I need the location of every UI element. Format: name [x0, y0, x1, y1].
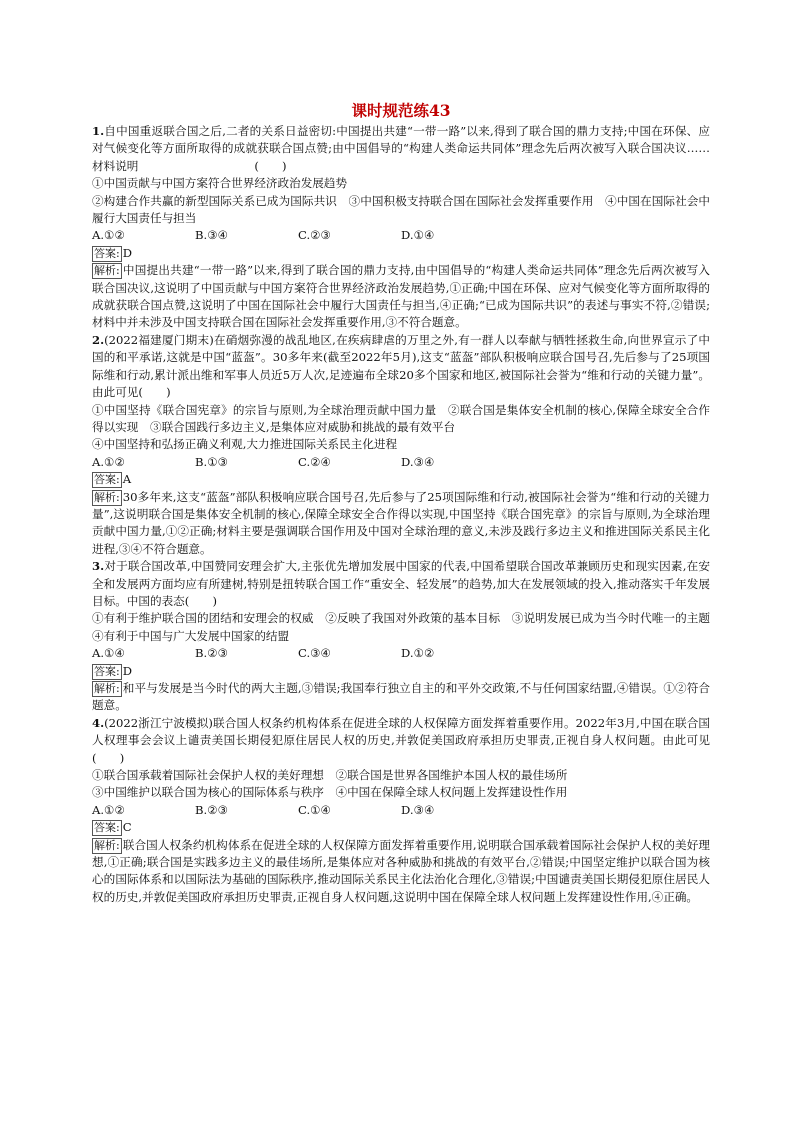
- answer-line: [92, 663, 710, 680]
- option-d[interactable]: D.③④: [401, 802, 435, 817]
- question-3: [92, 558, 722, 715]
- analysis-text: 30多年来,这支“蓝盔”部队积极响应联合国号召,先后参与了25项国际维和行动,被国际社会誉为“维和行动的关键力量”,这说明联合国是集体安全机制的核心,保障全球安全合作得以实现,中国坚持《联合国宪章》的宗旨与原则,为全球治理贡献中国力量,①②正确;材料主要是强调联合国作用及中国对全球治理的意义,未涉及践行多边主义和推进国际关系民主化进程,③④不符合题意。: [92, 489, 710, 556]
- worksheet-page: [92, 100, 722, 906]
- question-number: 2.: [92, 332, 105, 347]
- option-c[interactable]: C.②④: [298, 454, 331, 469]
- answer-value: D: [122, 663, 133, 678]
- answer-value: D: [122, 245, 133, 260]
- question-stem: [92, 558, 710, 610]
- question-2: [92, 332, 710, 558]
- analysis-paragraph: [92, 489, 710, 559]
- option-d[interactable]: D.①②: [401, 646, 435, 661]
- question-text: (2022浙江宁波模拟)联合国人权条约机构体系在促进全球的人权保障方面发挥着重要作用。2022年3月,中国在联合国人权理事会会议上谴责美国长期侵犯原住居民人权的历史,并敦促美国政府承担历史罪责,正视自身人权问题。由此可见( ): [92, 715, 710, 765]
- answer-value: A: [122, 472, 132, 487]
- options-row: [92, 802, 710, 819]
- question-stem: [92, 332, 710, 402]
- statement: ④中国坚持和弘扬正确义利观,大力推进国际关系民主化进程: [92, 437, 398, 452]
- option-a[interactable]: A.①②: [92, 228, 125, 243]
- analysis-text: 联合国人权条约机构体系在促进全球的人权保障方面发挥着重要作用,说明联合国承载着国际社会保护人权的美好理想,①正确;联合国是实践多边主义的最佳场所,是集体应对各种威胁和挑战的有效平台,②错误;中国坚定维护以联合国为核心的国际体系和以国际法为基础的国际秩序,推动国际关系民主化法治化合理化,③错误;中国谴责美国长期侵犯原住居民人权的历史,并敦促美国政府承担历史罪责,正视自身人权问题,这说明中国在保障全球人权问题上发挥建设性作用,④正确。: [92, 837, 710, 904]
- question-number: 3.: [92, 559, 105, 574]
- answer-label: 答案:: [94, 246, 120, 260]
- question-4: [92, 715, 710, 906]
- answer-label: 答案:: [94, 821, 120, 835]
- answer-line: [92, 819, 710, 836]
- answer-label: 答案:: [94, 664, 120, 678]
- answer-line: [92, 471, 710, 488]
- analysis-text: 中国提出共建“一带一路”以来,得到了联合国的鼎力支持,由中国倡导的“构建人类命运共同体”理念先后两次被写入联合国决议,这说明了中国贡献与中国方案符合世界经济政治发展趋势,①正确;中国在环保、应对气候变化等方面所取得的成就获联合国点赞,这说明了中国在国际社会中履行大国责任与担当,④正确;“已成为国际共识”的表述与事实不符,②错误;材料中并未涉及中国支持联合国在国际社会发挥重要作用,③不符合题意。: [92, 263, 710, 330]
- question-text: 自中国重返联合国之后,二者的关系日益密切:中国提出共建“一带一路”以来,得到了联合国的鼎力支持;中国在环保、应对气候变化等方面所取得的成就获联合国点赞;由中国倡导的“构建人类命运共同体”理念先后两次被写入联合国决议……材料说明 ( ): [92, 124, 710, 173]
- question-number: 1.: [92, 124, 105, 138]
- options-row: [92, 227, 710, 244]
- analysis-label: 解析:: [94, 682, 120, 695]
- option-b[interactable]: B.②③: [195, 646, 228, 661]
- analysis-label: 解析:: [94, 838, 120, 852]
- analysis-label: 解析:: [94, 264, 120, 278]
- answer-value: C: [122, 820, 132, 835]
- analysis-text: 和平与发展是当今时代的两大主题,③错误;我国奉行独立自主的和平外交政策,不与任何国家结盟,④错误。①②符合题意。: [92, 681, 710, 713]
- statement: ①中国坚持《联合国宪章》的宗旨与原则,为全球治理贡献中国力量 ②联合国是集体安全机制的核心,保障全球安全合作得以实现 ③联合国践行多边主义,是集体应对威胁和挑战的最有效平台: [92, 402, 710, 434]
- analysis-label: 解析:: [94, 490, 120, 504]
- answer-line: [92, 245, 710, 262]
- question-number: 4.: [92, 715, 105, 730]
- option-b[interactable]: B.②③: [195, 802, 228, 817]
- statement: ②构建合作共赢的新型国际关系已成为国际共识 ③中国积极支持联合国在国际社会发挥重要作用 ④中国在国际社会中履行大国责任与担当: [92, 193, 710, 226]
- option-d[interactable]: D.①④: [401, 228, 435, 243]
- question-text: 对于联合国改革,中国赞同安理会扩大,主张优先增加发展中国家的代表,中国希望联合国改革兼顾历史和现实因素,在安全和发展两方面均应有所建树,特别是扭转联合国工作“重安全、轻发展”的趋势,加大在发展领域的投入,推动落实千年发展目标。中国的表态( ): [92, 559, 710, 608]
- option-c[interactable]: C.③④: [298, 646, 331, 661]
- option-c[interactable]: C.①④: [298, 802, 331, 817]
- option-a[interactable]: A.①②: [92, 454, 125, 469]
- answer-label: 答案:: [94, 473, 120, 487]
- statement: ①中国贡献与中国方案符合世界经济政治发展趋势: [92, 176, 348, 191]
- statement: ①有利于维护联合国的团结和安理会的权威 ②反映了我国对外政策的基本目标 ③说明发展已成为当今时代唯一的主题 ④有利于中国与广大发展中国家的结盟: [92, 611, 722, 643]
- question-text: (2022福建厦门期末)在硝烟弥漫的战乱地区,在疾病肆虐的万里之外,有一群人以奉献与牺牲拯救生命,向世界宣示了中国的和平承诺,这就是中国“蓝盔”。30多年来(截至2022年5月),这支“蓝盔”部队积极响应联合国号召,先后参与了25项国际维和行动,累计派出维和军事人员近5万人次,足迹遍布全球20多个国家和地区,被国际社会誉为“维和行动的关键力量”。由此可见( ): [92, 332, 710, 400]
- option-b[interactable]: B.①③: [195, 454, 228, 469]
- question-stem: [92, 715, 710, 767]
- options-row: [92, 645, 710, 662]
- analysis-paragraph: [92, 837, 710, 907]
- page-title: 课时规范练43: [351, 101, 451, 120]
- question-1: [92, 123, 710, 332]
- option-d[interactable]: D.③④: [401, 454, 435, 469]
- statement: ③中国维护以联合国为核心的国际体系与秩序 ④中国在保障全球人权问题上发挥建设性作用: [92, 785, 568, 800]
- options-row: [92, 454, 710, 471]
- statement: ①联合国承载着国际社会保护人权的美好理想 ②联合国是世界各国维护本国人权的最佳场所: [92, 768, 568, 783]
- option-c[interactable]: C.②③: [298, 228, 331, 243]
- question-stem: [92, 123, 710, 175]
- option-b[interactable]: B.③④: [195, 228, 228, 243]
- analysis-paragraph: [92, 262, 710, 332]
- analysis-paragraph: [92, 680, 710, 715]
- option-a[interactable]: A.①④: [92, 646, 125, 661]
- option-a[interactable]: A.①②: [92, 802, 125, 817]
